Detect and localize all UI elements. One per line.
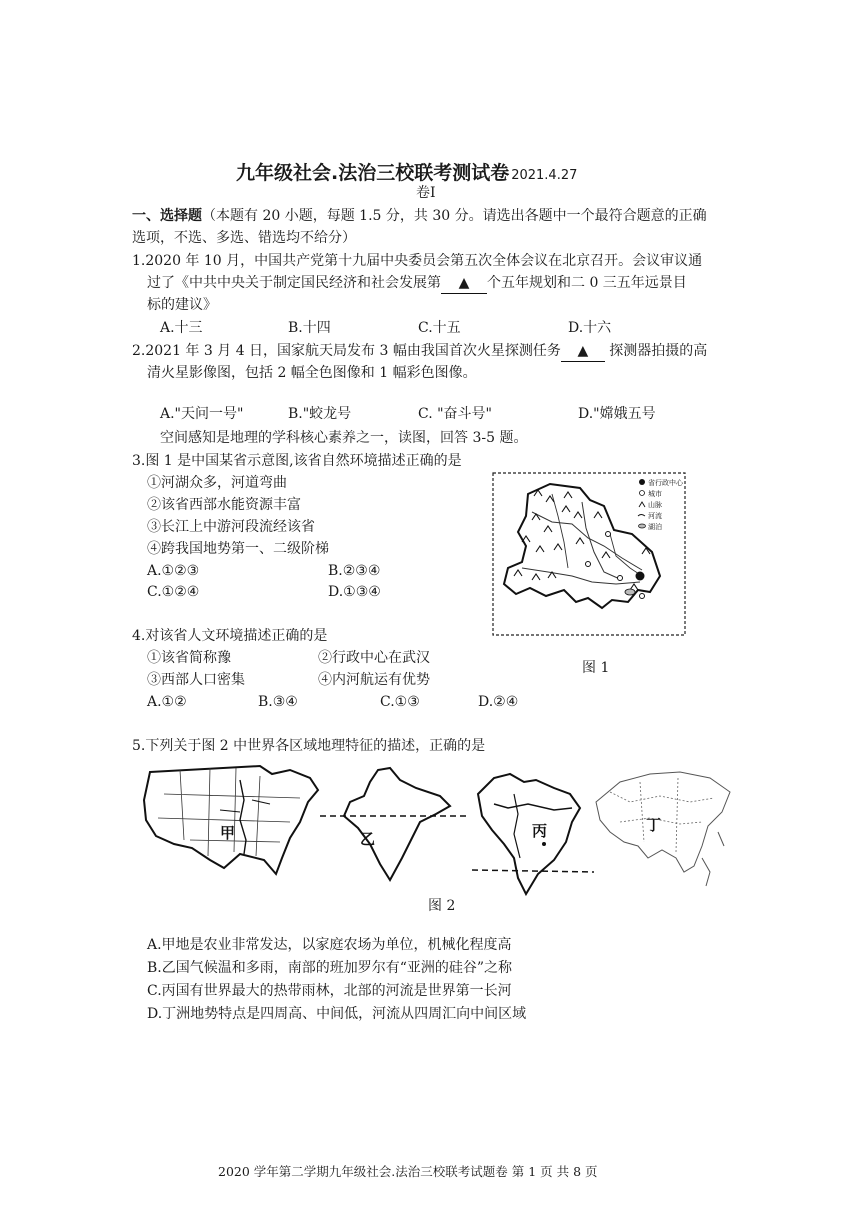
figure2-map-asia — [590, 762, 740, 902]
figure2-map-india — [320, 762, 470, 894]
q3-item-1: ①河湖众多，河道弯曲 — [147, 475, 287, 491]
legend-city-label: 城市 — [648, 490, 662, 498]
q4-item-4: ④内河航运有优势 — [318, 672, 430, 688]
q4-item-1: ①该省简称豫 — [147, 650, 231, 666]
q2-blank: ▲ — [561, 341, 605, 362]
q1-line1: 1.2020 年 10 月，中国共产党第十九届中央委员会第五次全体会议在北京召开。会议审议通 — [132, 253, 703, 269]
figure2-caption: 图 2 — [428, 898, 456, 914]
intro-q3-5: 空间感知是地理的学科核心素养之一，读图，回答 3-5 题。 — [160, 430, 528, 446]
q1-option-a: A.十三 — [160, 320, 203, 336]
page-footer: 2020 学年第二学期九年级社会.法治三校联考试题卷 第 1 页 共 8 页 — [218, 1164, 598, 1179]
figure2-map-brazil — [468, 764, 598, 904]
legend-mountain-label: 山脉 — [648, 501, 662, 509]
q1-option-d: D.十六 — [568, 320, 612, 336]
figure1-province-map — [492, 472, 686, 636]
legend-capital-symbol — [639, 479, 645, 485]
section-heading-line — [132, 206, 707, 226]
q2-line2: 清火星影像图，包括 2 幅全色图像和 1 幅彩色图像。 — [147, 365, 477, 381]
q2-line1-post: 探测器拍摄的高 — [604, 343, 708, 359]
q5-option-c: C.丙国有世界最大的热带雨林，北部的河流是世界第一长河 — [147, 983, 512, 999]
q2-line1-pre: 2.2021 年 3 月 4 日，国家航天局发布 3 幅由我国首次火星探测任务 — [132, 343, 561, 359]
legend-lake-label: 湖泊 — [648, 523, 662, 531]
q4-option-c: C.①③ — [380, 694, 420, 710]
q1-line3: 标的建议》 — [147, 297, 217, 313]
q4-item-3: ③西部人口密集 — [147, 672, 245, 688]
q5-option-d: D.丁洲地势特点是四周高、中间低，河流从四周汇向中间区域 — [147, 1006, 527, 1022]
map-label-ding: 丁 — [646, 816, 662, 834]
q1-blank: ▲ — [441, 273, 487, 294]
q3-item-3: ③长江上中游河段流经该省 — [147, 519, 315, 535]
page-title — [236, 158, 577, 185]
q5-option-a: A.甲地是农业非常发达，以家庭农场为单位，机械化程度高 — [147, 937, 512, 953]
q1-line2-pre: 过了《中共中央关于制定国民经济和社会发展第 — [147, 275, 441, 291]
q5-stem: 5.下列关于图 2 中世界各区域地理特征的描述，正确的是 — [132, 738, 486, 754]
map-label-yi: 乙 — [360, 830, 376, 848]
q4-stem: 4.对该省人文环境描述正确的是 — [132, 628, 328, 644]
figure1-caption: 图 1 — [582, 660, 610, 676]
q2-option-b: B."蛟龙号 — [288, 406, 352, 422]
section-heading: 一、选择题 — [132, 208, 202, 224]
map-label-jia: 甲 — [220, 824, 236, 842]
q3-option-b: B.②③④ — [328, 563, 381, 579]
q4-option-a: A.①② — [147, 694, 187, 710]
section-instructions-2: 选项，不选、多选、错选均不给分） — [132, 230, 356, 246]
q2-line1 — [132, 341, 707, 362]
q4-option-b: B.③④ — [258, 694, 298, 710]
q3-option-d: D.①③④ — [328, 584, 381, 600]
q3-item-4: ④跨我国地势第一、二级阶梯 — [147, 541, 329, 557]
legend-capital-label: 省行政中心 — [648, 479, 683, 487]
q1-option-c: C.十五 — [418, 320, 461, 336]
legend-lake-symbol — [639, 524, 646, 528]
title-date: 2021.4.27 — [511, 168, 578, 183]
volume-label: 卷Ⅰ — [416, 185, 436, 201]
q1-option-b: B.十四 — [288, 320, 331, 336]
q4-option-d: D.②④ — [478, 694, 519, 710]
q3-item-2: ②该省西部水能资源丰富 — [147, 497, 301, 513]
figure2-map-usa — [140, 760, 330, 890]
legend-city-symbol — [640, 491, 645, 496]
q1-line2-post: 个五年规划和二 0 三五年远景目 — [487, 275, 687, 291]
map-label-bing: 丙 — [532, 822, 548, 840]
q3-stem: 3.图 1 是中国某省示意图,该省自然环境描述正确的是 — [132, 453, 462, 469]
q4-item-2: ②行政中心在武汉 — [318, 650, 430, 666]
q2-option-d: D."嫦娥五号 — [578, 406, 656, 422]
q3-option-a: A.①②③ — [147, 563, 200, 579]
legend-river-label: 河流 — [648, 512, 662, 520]
q5-option-b: B.乙国气候温和多雨，南部的班加罗尔有“亚洲的硅谷”之称 — [147, 960, 513, 976]
q1-line2 — [147, 273, 687, 294]
title-text: 九年级社会.法治三校联考测试卷 — [236, 162, 510, 184]
q3-option-c: C.①②④ — [147, 584, 200, 600]
q2-option-a: A."天问一号" — [160, 406, 244, 422]
section-instructions-1: （本题有 20 小题，每题 1.5 分，共 30 分。请选出各题中一个最符合题意的正确 — [202, 208, 707, 224]
q2-option-c: C. "奋斗号" — [418, 406, 492, 422]
